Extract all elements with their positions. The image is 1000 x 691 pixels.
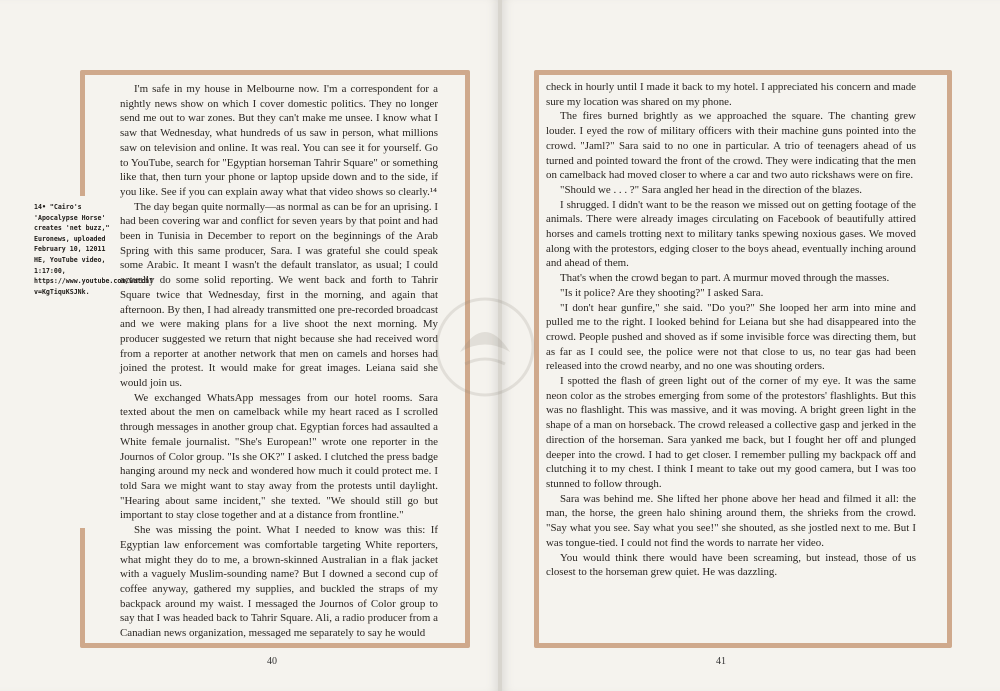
paragraph: We exchanged WhatsApp messages from our hotel rooms. Sara texted about the men on camelback while my heart raced as I scrolled through messages in another group chat. Egyptian forces had assaulted a White female journalist. "She's European!" wrote one reporter in the Journos of Color group. "Is she OK?" I asked. I clutched the press badge hanging around my neck and wondered how much it could protect me. I told Sara we might want to stay away from the protests until daylight. "Hearing about same incident," she texted. "We should still go but important to stay close together and at a distance from frontline." [120, 391, 438, 522]
paragraph: "Should we . . . ?" Sara angled her head in the direction of the blazes. [560, 183, 862, 196]
paragraph: The fires burned brightly as we approached the square. The chanting grew louder. I eyed the row of military officers with their machine guns pointed into the crowd. "Jaml?" Sara said to no one in particular. A trio of teenagers ahead of us turned and pointed toward the front of the crowd. They were indicating that the men on camelback had moved closer to where a car and two auto rickshaws were on fire. [546, 110, 916, 182]
paragraph: The day began quite normally—as normal as can be for an uprising. I had been covering war and conflict for seven years by that point and had been in Tunisia in December to report on the beginnings of the Arab Spring with this same producer, Sara. I was grateful she could speak some Arabic. It meant I wasn't the default translator, as usual; I could actually do some solid reporting. We went back and forth to Tahrir Square twice that Wednesday, first in the morning, and again that afternoon. By then, I had already transmitted one pre-recorded broadcast and we were making plans for a live shoot the next morning. My producer suggested we return that night because she had received word from a reporter at another network that men on camels and horses had joined the protest. It would make for great images. Leiana said she would join us. [120, 200, 438, 390]
paragraph: "Is it police? Are they shooting?" I asked Sara. [560, 286, 764, 299]
paragraph: "I don't hear gunfire," she said. "Do you?" She looped her arm into mine and pulled me to the right. I looked behind for Leiana but she had disappeared into the crowd. People pushed and shoved as if some invisible force was directing them, but as far as I could see, the police were not that close to us, no tear gas had been released into the crowd nearby, and no one was shouting orders. [546, 301, 916, 373]
paragraph: She was missing the point. What I needed to know was this: If Egyptian law enforcement was comfortable targeting White reporters, what might they do to me, a brown-skinned Australian in a flak jacket with a vaguely Muslim-sounding name? But I downed a second cup of coffee anyway, gathered my supplies, and buckled the straps of my backpack around my waist. I messaged the Journos of Color group to say that I was headed back to Tahrir Square. Ali, a radio producer from a Canadian news organization, messaged me separately to say he would [120, 524, 438, 640]
paragraph: I'm safe in my house in Melbourne now. I'm a correspondent for a nightly news show on which I cover domestic politics. They no longer send me out to war zones. But they can't make me unsee. I know what I saw that Wednesday, what hundreds of us saw in person, what millions saw on television and online. It was real. You can see it for yourself. Go to YouTube, search for "Egyptian horseman Tahrir Square" or something like that, then turn your phone or laptop upside down and to the side, if you like. See if you can explain away what that video shows so clearly.¹⁴ [120, 83, 438, 198]
footnote: 14• "Cairo's 'Apocalypse Horse' creates 'net buzz," Euronews, uploaded February 10, 12011 HE, YouTube video, 1:17:00, https://www.youtube.com/watch?v=KgTiquKSJNk. [34, 203, 154, 296]
paragraph: You would think there would have been screaming, but instead, those of us closest to the horseman grew quiet. He was dazzling. [546, 551, 916, 579]
page-number: 41 [716, 656, 726, 667]
paragraph: Sara was behind me. She lifted her phone above her head and filmed it all: the man, the horse, the green halo shining around them, the shrieks from the crowd. "Say what you see. Say what you see!" she shouted, as she jostled next to me. But I was tongue-tied. I could not find the words to narrate her video. [546, 492, 916, 549]
right-body-text [546, 80, 916, 580]
right-page [502, 0, 1000, 691]
paragraph: I shrugged. I didn't want to be the reason we missed out on getting footage of the animals. There were already images circulating on Facebook of beautifully attired horses and camels trotting next to military tanks spewing noxious gases. We moved along with the protestors, edging closer to the boys ahead, eventually inching around and ahead of them. [546, 198, 916, 270]
left-body-text [120, 82, 438, 641]
paragraph: I spotted the flash of green light out of the corner of my eye. It was the same neon color as the strobes emerging from some of the protestors' flashlights. But this was no flashlight. This was massive, and it was moving. A bright green light in the shape of a man on horseback. The crowd released a collective gasp and jerked in the direction of the horseman. Sara yanked me back, but I fought her off and plunged deeper into the crowd. I had to get closer. I remember pulling my backpack off and clutching it to my chest. I think I meant to take out my good camera, but I was too stunned to follow through. [546, 375, 916, 490]
paragraph: That's when the crowd began to part. A murmur moved through the masses. [560, 272, 890, 285]
paragraph: check in hourly until I made it back to my hotel. I appreciated his concern and made sure my location was shared on my phone. [546, 81, 916, 108]
left-page [0, 0, 498, 691]
watermark-logo-icon [430, 292, 540, 402]
page-number: 40 [267, 656, 277, 667]
